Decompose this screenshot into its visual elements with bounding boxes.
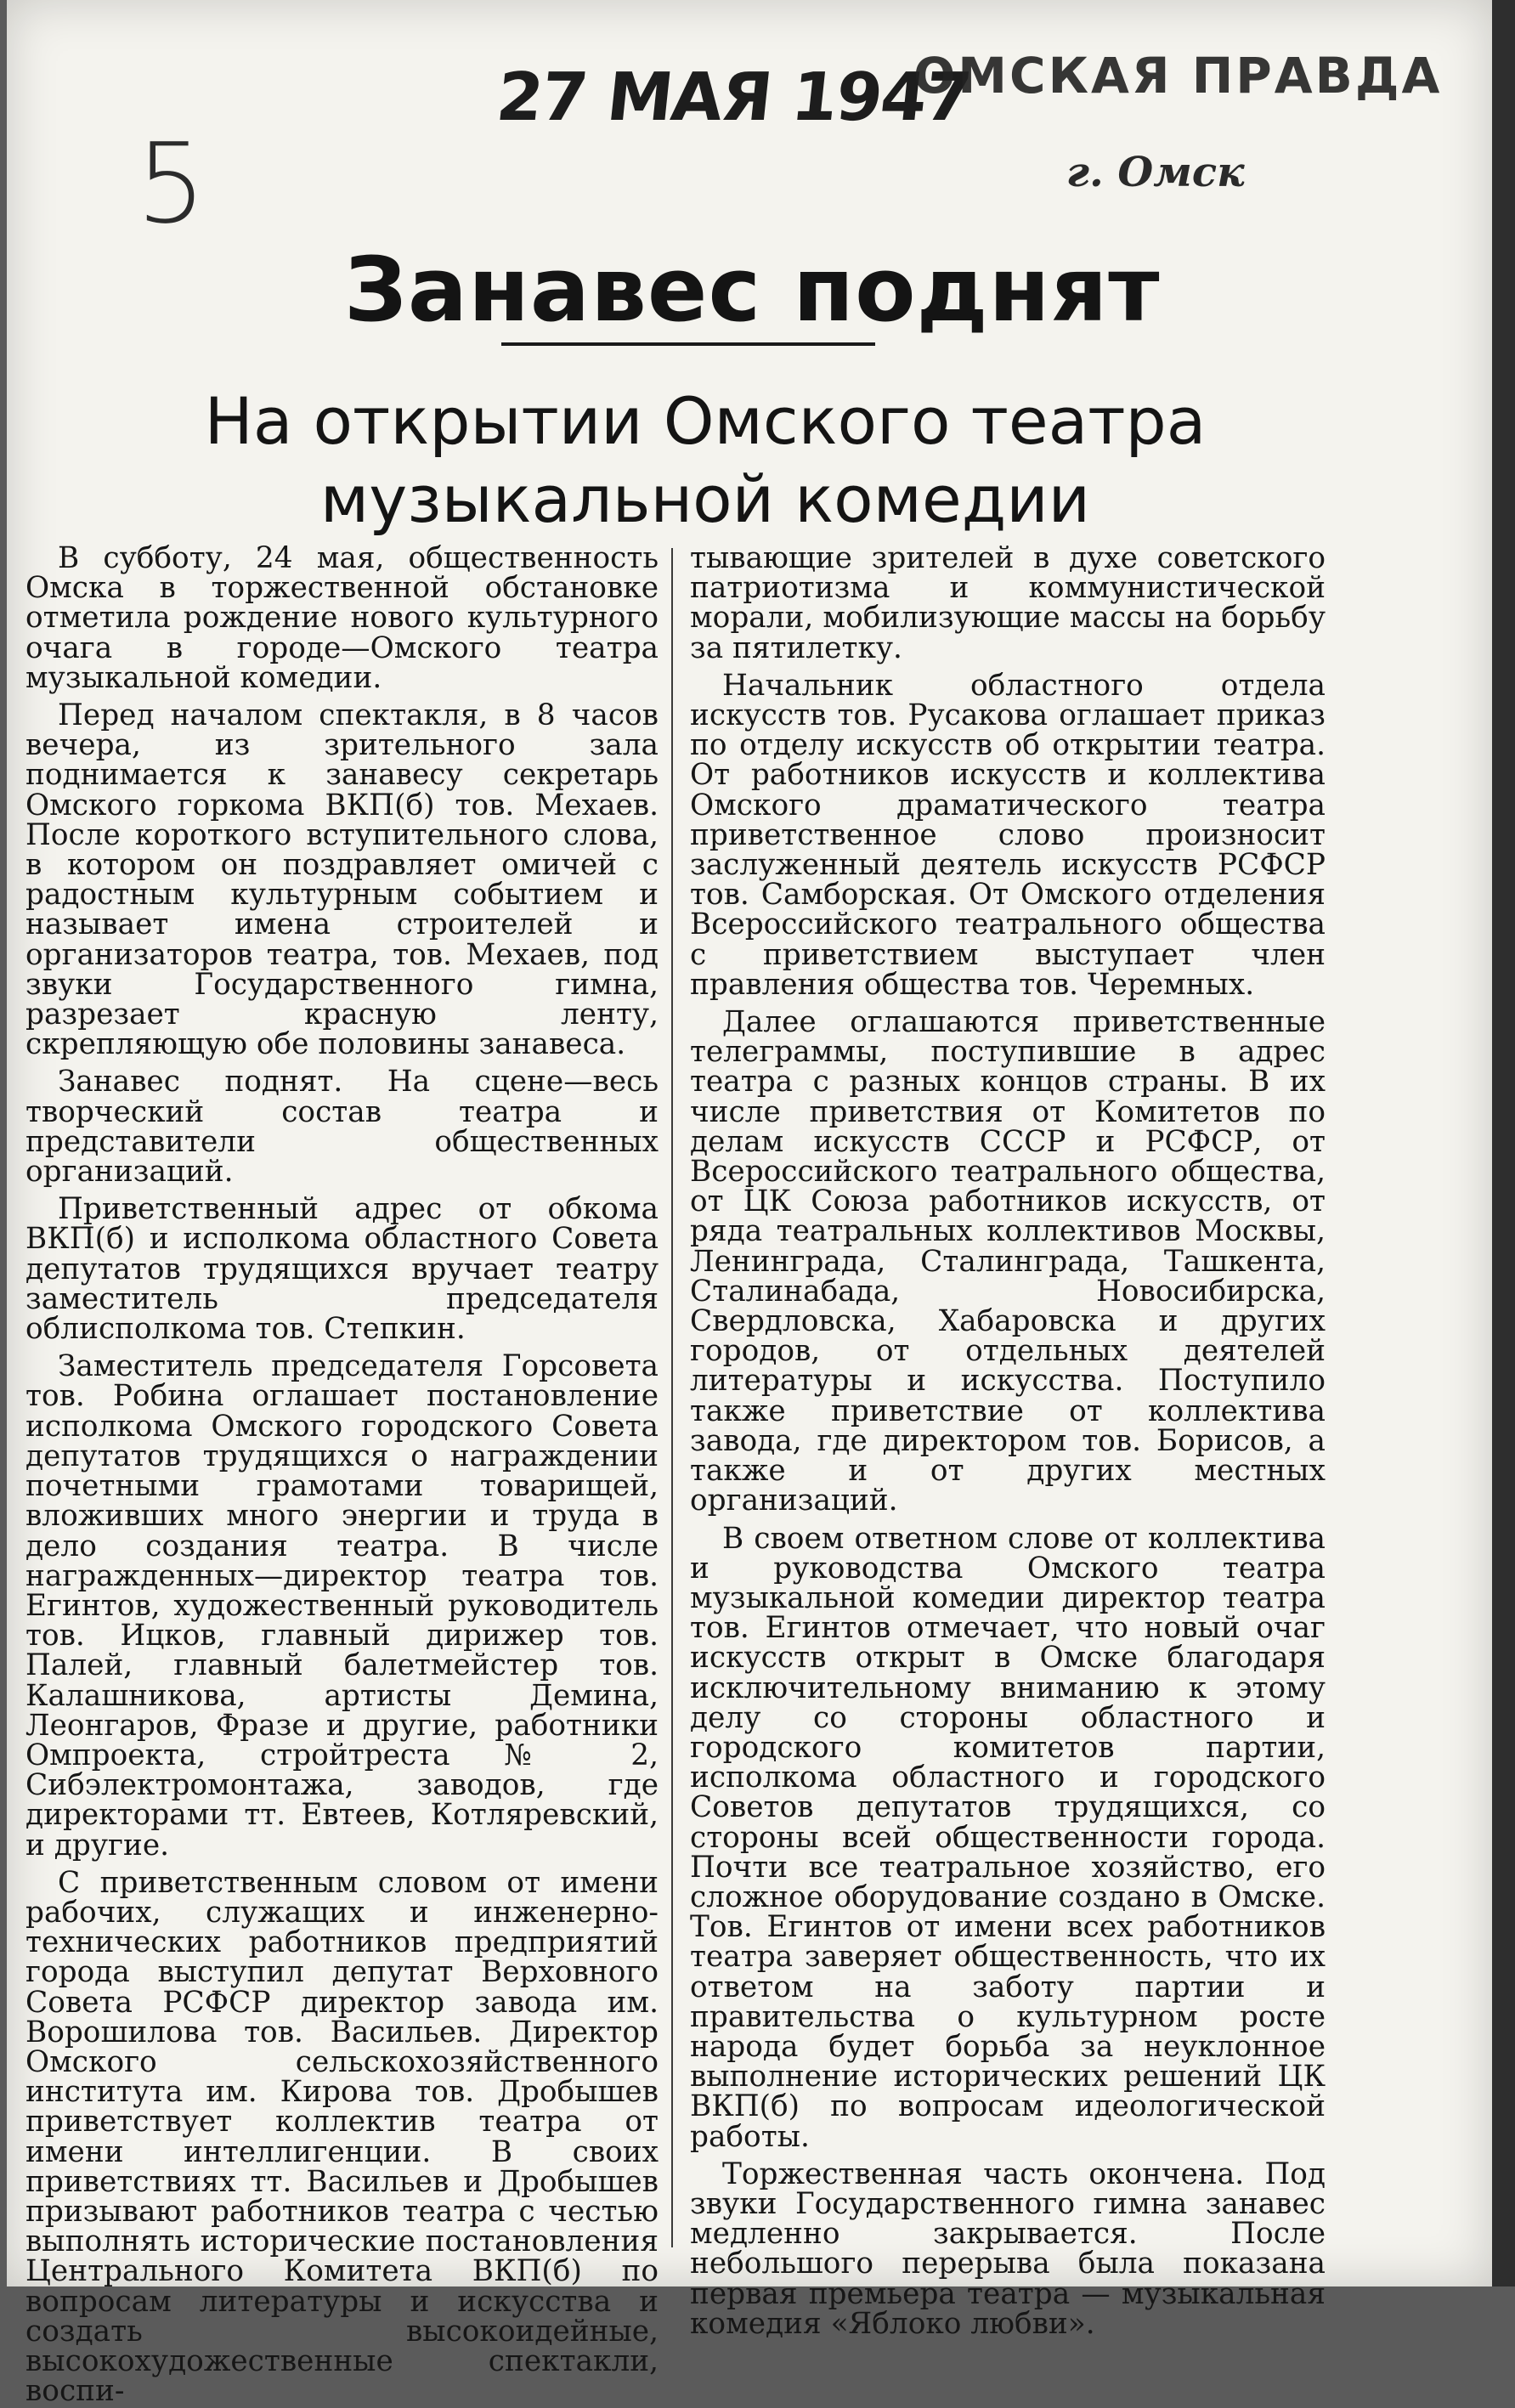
article-column-1 — [25, 541, 659, 2408]
paragraph: Перед началом спектакля, в 8 часов вечера, из зрительного зала поднимается к занавесу секретарь Омского горкома ВКП(б) тов. Мехаев. После короткого вступительного слова, в котором он поздравляет омичей с радостным культурным событием и называет имена строителей и организаторов театра, тов. Мехаев, под звуки Государственного гимна, разрезает красную ленту, скрепляющую обе половины занавеса. — [25, 698, 659, 1062]
paragraph: В своем ответном слове от коллектива и руководства Омского театра музыкальной комедии директор театра тов. Егинтов отмечает, что новый очаг искусств открыт в Омске благодаря исключительному вниманию к этому делу со стороны областного и городского комитетов партии, исполкома областного и городского Советов депутатов трудящихся, со стороны всей общественности города. Почти все театральное хозяйство, его сложное оборудование создано в Омске. Тов. Егинтов от имени всех работников театра заверяет общественность, что их ответом на заботу партии и правительства о культурном росте народа будет борьба за неуклонное выполнение исторических решений ЦК ВКП(б) по вопросам идеологической работы. — [690, 1521, 1326, 2154]
date-stamp: 27 МАЯ 1947 — [493, 59, 974, 136]
paragraph: Торжественная часть окончена. Под звуки Государственного гимна занавес медленно закрывается. После небольшого перерыва была показана первая премьера театра — музыкальная комедия «Яблоко любви». — [690, 2156, 1326, 2341]
article-column-2 — [690, 541, 1326, 2341]
paragraph: С приветственным словом от имени рабочих, служащих и инженерно-технических работников предприятий города выступил депутат Верховного Совета РСФСР директор завода им. Ворошилова тов. Васильев. Директор Омского сельскохозяйственного института им. Кирова тов. Дробышев приветствует коллектив театра от имени интеллигенции. В своих приветствиях тт. Васильев и Дробышев призывают работников театра с честью выполнять исторические постановления Центрального Комитета ВКП(б) по вопросам литературы и искусства и создать высокоидейные, высокохудожественные спектакли, воспи- — [25, 1865, 659, 2408]
handwritten-number: 5 — [136, 119, 206, 248]
paragraph: Заместитель председателя Горсовета тов. Робина оглашает постановление исполкома Омского городского Совета депутатов трудящихся о награждении почетными грамотами товарищей, вложивших много энергии и труда в дело создания театра. В числе награжденных—директор театра тов. Егинтов, художественный руководитель тов. Ицков, главный дирижер тов. Палей, главный балетмейстер тов. Калашникова, артисты Демина, Леонгаров, Фразе и другие, работники Омпроекта, стройтреста № 2, Сибэлектромонтажа, заводов, где директорами тт. Евтеев, Котляревский, и другие. — [25, 1349, 659, 1863]
city-stamp: г. Омск — [1066, 149, 1245, 196]
headline: Занавес поднят — [344, 238, 1161, 342]
column-divider — [671, 548, 673, 2247]
paragraph: Далее оглашаются приветственные телеграммы, поступившие в адрес театра с разных концов страны. В их числе приветствия от Комитетов по делам искусств СССР и РСФСР, от Всероссийского театрального общества, от ЦК Союза работников искусств, от ряда театральных коллективов Москвы, Ленинграда, Сталинграда, Ташкента, Сталинабада, Новосибирска, Свердловска, Хабаровска и других городов, от отдельных деятелей литературы и искусства. Поступило также приветствие от коллектива завода, где директором тов. Борисов, а также и от других местных организаций. — [690, 1005, 1326, 1518]
paragraph: Занавес поднят. На сцене—весь творческий состав театра и представители общественных организаций. — [25, 1065, 659, 1190]
scan-edge — [1492, 0, 1515, 2286]
subheadline: На открытии Омского театра музыкальной комедии — [204, 383, 1207, 537]
paragraph: Приветственный адрес от обкома ВКП(б) и исполкома областного Совета депутатов трудящихся вручает театру заместитель председателя облисполкома тов. Степкин. — [25, 1192, 659, 1347]
paragraph: В субботу, 24 мая, общественность Омска в торжественной обстановке отметила рождение нового культурного очага в городе—Омского театра музыкальной комедии. — [25, 541, 659, 695]
headline-rule — [501, 342, 875, 346]
newspaper-stamp: ОМСКАЯ ПРАВДА — [913, 47, 1443, 105]
paragraph: Начальник областного отдела искусств тов. Русакова оглашает приказ по отделу искусств об открытии театра. От работников искусств и коллектива Омского драматического театра приветственное слово произносит заслуженный деятель искусств РСФСР тов. Самборская. От Омского отделения Всероссийского театрального общества с приветствием выступает член правления общества тов. Черемных. — [690, 668, 1326, 1002]
paragraph: тывающие зрителей в духе советского патриотизма и коммунистической морали, мобилизующие массы на борьбу за пятилетку. — [690, 541, 1326, 665]
